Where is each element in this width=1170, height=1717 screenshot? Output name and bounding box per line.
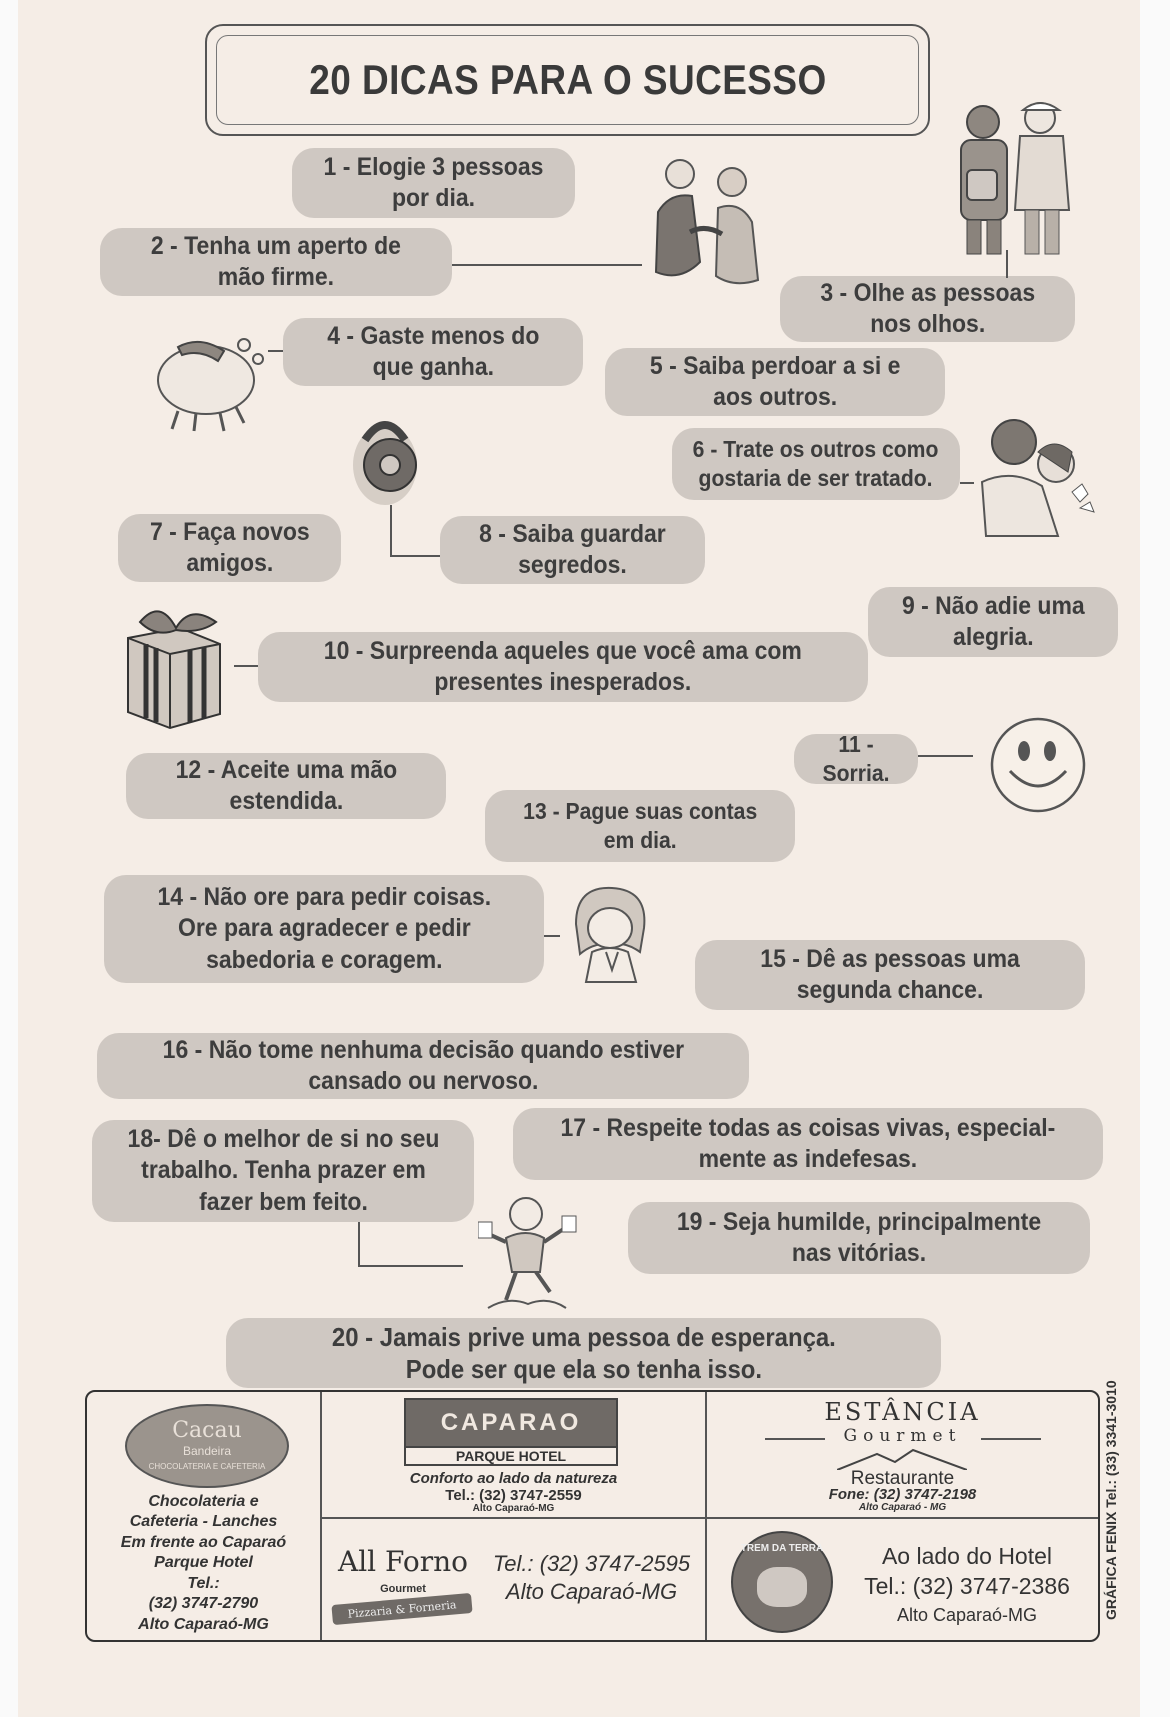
tip-4: 4 - Gaste menos do que ganha. (283, 318, 583, 386)
tip-15: 15 - Dê as pessoas uma segunda chance. (695, 940, 1085, 1010)
tip-7: 7 - Faça novos amigos. (118, 514, 341, 582)
gift-box-illustration (120, 598, 230, 730)
hikers-illustration (945, 100, 1085, 260)
tip-9: 9 - Não adie uma alegria. (868, 587, 1118, 657)
ad-caparao: CAPARAO PARQUE HOTEL Conforto ao lado da natureza Tel.: (32) 3747-2559 Alto Caparaó-MG (322, 1392, 705, 1517)
connector-line (358, 1265, 463, 1267)
tip-14: 14 - Não ore para pedir coisas. Ore para agradecer e pedir sabedoria e coragem. (104, 875, 544, 983)
praying-girl-illustration (566, 882, 656, 992)
page-title: 20 DICAS PARA O SUCESSO (308, 56, 827, 103)
tip-19: 19 - Seja humilde, principalmente nas vitórias. (628, 1202, 1090, 1274)
tip-2: 2 - Tenha um aperto de mão firme. (100, 228, 452, 296)
connector-line (452, 264, 642, 266)
caparao-logo: CAPARAO (404, 1398, 618, 1448)
connector-line (390, 505, 392, 555)
cacau-info: Chocolateria e Cafeteria - Lanches Em frente ao Caparaó Parque Hotel Tel.: (32) 3747-2790 Alto Caparaó-MG (120, 1493, 287, 1633)
ad-estancia: ESTÂNCIA Gourmet Restaurante Fone: (32) 3747-2198 Alto Caparaó - MG (707, 1392, 1098, 1517)
ads-panel (85, 1390, 1100, 1642)
connector-line (234, 665, 258, 667)
all-forno-ribbon: Pizzaria & Forneria (331, 1593, 472, 1625)
piggy-bank-illustration (148, 325, 273, 435)
tip-8: 8 - Saiba guardar segredos. (440, 516, 705, 584)
handshake-illustration (640, 152, 770, 292)
connector-line (358, 1222, 360, 1266)
tip-13: 13 - Pague suas contas em dia. (485, 790, 795, 862)
connector-line (390, 555, 440, 557)
tip-10: 10 - Surpreenda aqueles que você ama com presentes inesperados. (258, 632, 868, 702)
hugging-couple-illustration (972, 412, 1102, 542)
trem-logo: TREM DA TERRA (731, 1531, 833, 1633)
happy-worker-illustration (478, 1192, 578, 1312)
cacau-logo: Cacau Bandeira CHOCOLATERIA E CAFETERIA (125, 1404, 289, 1488)
printer-credit: GRÁFICA FENIX Tel.: (33) 3341-3010 (1103, 1380, 1119, 1620)
tip-20: 20 - Jamais prive uma pessoa de esperança. Pode ser que ela so tenha isso. (226, 1318, 941, 1388)
connector-line (544, 935, 560, 937)
ad-all-forno: All Forno Gourmet Pizzaria & Forneria Tel.: (32) 3747-2595 Alto Caparaó-MG (322, 1519, 705, 1640)
tip-18: 18- Dê o melhor de si no seu trabalho. Tenha prazer em fazer bem feito. (92, 1120, 474, 1222)
smiley-face-icon (988, 715, 1088, 815)
tip-16: 16 - Não tome nenhuma decisão quando estiver cansado ou nervoso. (97, 1033, 749, 1099)
tip-12: 12 - Aceite uma mão estendida. (126, 753, 446, 819)
tip-1: 1 - Elogie 3 pessoas por dia. (292, 148, 575, 218)
tip-11: 11 - Sorria. (794, 734, 918, 784)
connector-line (918, 755, 973, 757)
tip-5: 5 - Saiba perdoar a si e aos outros. (605, 348, 945, 416)
tip-3: 3 - Olhe as pessoas nos olhos. (780, 276, 1075, 342)
tip-17: 17 - Respeite todas as coisas vivas, especial- mente as indefesas. (513, 1108, 1103, 1180)
padlock-illustration (345, 410, 435, 510)
ad-trem-da-terra: TREM DA TERRA Ao lado do Hotel Tel.: (32) 3747-2386 Alto Caparaó-MG (707, 1519, 1098, 1640)
ad-cacau (87, 1392, 320, 1640)
title-frame (205, 24, 930, 136)
mountain-icon (837, 1448, 967, 1470)
tip-6: 6 - Trate os outros como gostaria de ser tratado. (672, 428, 960, 500)
